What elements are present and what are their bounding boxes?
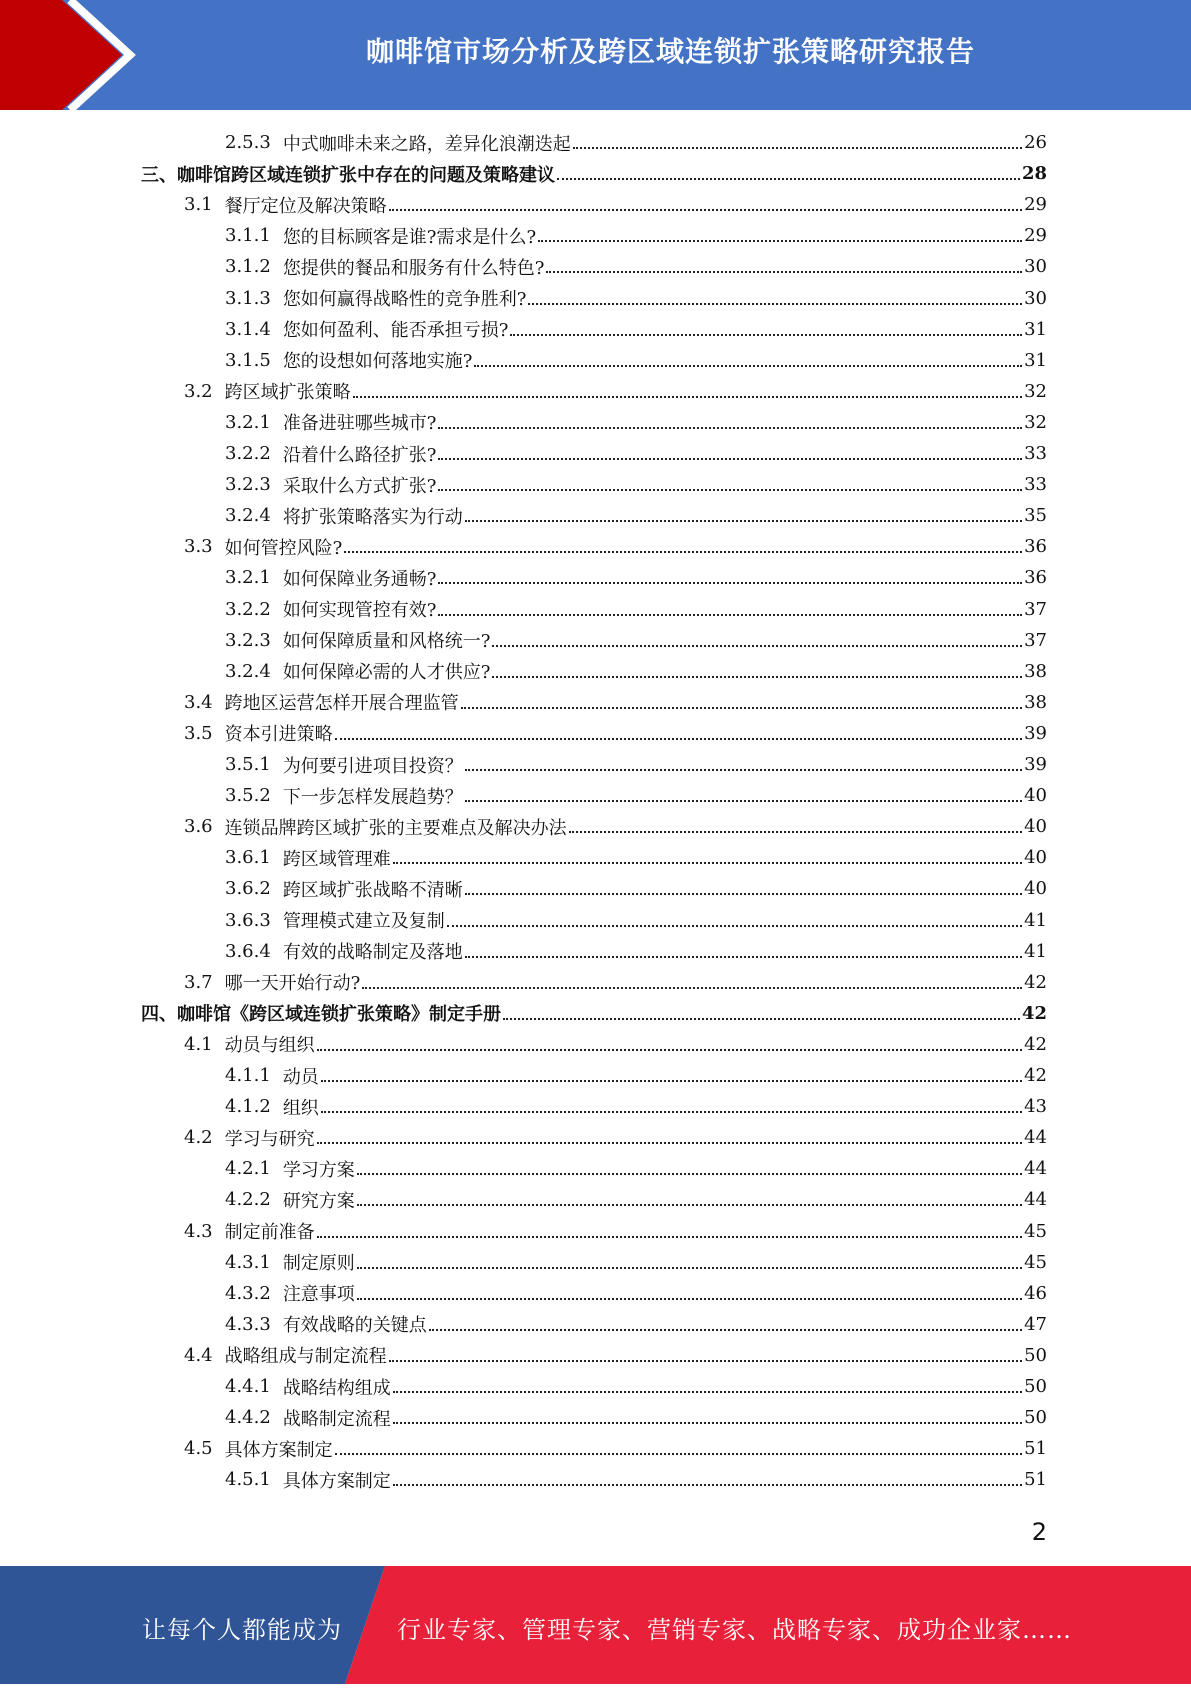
toc-dot-leader	[357, 1298, 1022, 1300]
toc-dot-leader	[335, 738, 1022, 740]
toc-entry[interactable]	[184, 967, 1047, 998]
toc-entry-title: 餐厅定位及解决策略	[224, 195, 387, 217]
toc-entry[interactable]	[225, 1060, 1047, 1091]
toc-entry-number: 3.1.3	[225, 287, 271, 309]
toc-entry-title: 具体方案制定	[282, 1470, 391, 1492]
toc-entry[interactable]	[184, 1340, 1047, 1371]
toc-entry[interactable]	[225, 873, 1047, 904]
toc-entry-title: 如何保障业务通畅?	[282, 568, 437, 590]
toc-dot-leader	[357, 1267, 1022, 1269]
toc-dot-leader	[438, 582, 1022, 584]
toc-dot-leader	[569, 831, 1022, 833]
header-arrow-decoration	[0, 0, 148, 110]
toc-entry-number: 3.5.2	[225, 785, 271, 807]
toc-entry[interactable]	[225, 127, 1047, 158]
toc-entry-title: 跨区域扩张策略	[224, 382, 351, 404]
toc-entry-number: 3.5.1	[225, 754, 271, 775]
toc-entry-title: 具体方案制定	[224, 1439, 333, 1461]
page-header	[0, 0, 1191, 110]
toc-dot-leader	[357, 1204, 1022, 1206]
toc-entry-title: 您提供的餐品和服务有什么特色?	[282, 257, 545, 279]
toc-entry-page: 46	[1024, 1282, 1047, 1304]
toc-entry-page: 42	[1024, 1065, 1047, 1086]
toc-entry-page: 44	[1024, 1158, 1047, 1180]
toc-entry[interactable]	[225, 842, 1047, 873]
toc-entry-number: 3.4	[184, 691, 213, 713]
toc-dot-leader	[538, 240, 1022, 242]
toc-entry-page: 51	[1024, 1438, 1047, 1460]
toc-entry[interactable]	[225, 500, 1047, 531]
toc-dot-leader	[465, 956, 1022, 958]
toc-entry-page: 40	[1024, 847, 1047, 869]
toc-entry-page: 33	[1024, 474, 1047, 496]
toc-entry[interactable]	[184, 718, 1047, 749]
toc-entry[interactable]	[225, 469, 1047, 500]
toc-entry-title: 战略制定流程	[282, 1408, 391, 1430]
toc-entry[interactable]	[225, 1402, 1047, 1433]
toc-entry[interactable]	[225, 1247, 1047, 1278]
toc-entry-number: 3.2.4	[225, 660, 271, 682]
toc-entry-title: 连锁品牌跨区域扩张的主要难点及解决办法	[224, 817, 567, 839]
toc-entry-title: 学习与研究	[224, 1128, 315, 1150]
toc-entry-number: 4.5.1	[225, 1469, 271, 1491]
toc-entry[interactable]	[225, 1278, 1047, 1309]
toc-entry[interactable]	[225, 438, 1047, 469]
toc-entry[interactable]	[225, 1464, 1047, 1495]
toc-dot-leader	[344, 551, 1022, 553]
toc-entry-page: 26	[1024, 132, 1047, 153]
toc-entry[interactable]	[225, 1091, 1047, 1122]
toc-entry[interactable]	[225, 1371, 1047, 1402]
toc-entry-number: 3.6.2	[225, 878, 271, 900]
toc-entry-number: 4.3.1	[225, 1251, 271, 1273]
toc-dot-leader	[317, 1049, 1022, 1051]
toc-entry-page: 36	[1024, 536, 1047, 558]
toc-entry-number: 4.2.2	[225, 1189, 271, 1211]
toc-dot-leader	[393, 1484, 1022, 1486]
toc-entry-title: 制定原则	[282, 1253, 355, 1275]
toc-entry[interactable]	[184, 376, 1047, 407]
toc-dot-leader	[492, 645, 1022, 647]
toc-entry-page: 38	[1024, 691, 1047, 713]
toc-entry[interactable]	[225, 625, 1047, 656]
toc-entry-title: 采取什么方式扩张?	[282, 475, 437, 497]
toc-entry-title: 如何保障质量和风格统一?	[282, 631, 491, 653]
toc-entry-page: 30	[1024, 287, 1047, 309]
toc-dot-leader	[465, 800, 1022, 802]
toc-entry-page: 42	[1024, 1033, 1047, 1055]
toc-entry-page: 42	[1024, 971, 1047, 993]
toc-entry-title: 动员与组织	[224, 1035, 315, 1057]
toc-entry[interactable]	[225, 749, 1047, 780]
toc-entry[interactable]	[225, 1184, 1047, 1215]
toc-entry[interactable]	[184, 1029, 1047, 1060]
toc-entry[interactable]	[225, 656, 1047, 687]
toc-entry-page: 45	[1024, 1220, 1047, 1242]
toc-entry-title: 中式咖啡未来之路，差异化浪潮迭起	[282, 133, 571, 155]
toc-dot-leader	[317, 1142, 1022, 1144]
toc-entry-title: 如何保障必需的人才供应?	[282, 662, 491, 684]
toc-entry-number: 4.2.1	[225, 1158, 271, 1180]
toc-dot-leader	[573, 147, 1022, 149]
footer-slogan-right: 行业专家、管理专家、营销专家、战略专家、成功企业家……	[397, 1616, 1072, 1644]
toc-entry[interactable]	[184, 1216, 1047, 1247]
toc-dot-leader	[317, 1236, 1022, 1238]
toc-entry-number: 3.2	[184, 380, 213, 402]
toc-entry-number: 3.5	[184, 722, 213, 744]
toc-entry-number: 4.3.3	[225, 1313, 271, 1335]
toc-entry-page: 29	[1024, 225, 1047, 247]
toc-entry[interactable]	[225, 905, 1047, 936]
toc-entry[interactable]	[184, 1122, 1047, 1153]
toc-entry-number: 3.2.3	[225, 474, 271, 496]
toc-entry[interactable]	[184, 1433, 1047, 1464]
toc-entry-page: 33	[1024, 443, 1047, 464]
toc-entry[interactable]	[141, 158, 1047, 189]
toc-entry-title: 有效战略的关键点	[282, 1315, 427, 1337]
toc-entry[interactable]	[225, 407, 1047, 438]
toc-entry-title: 制定前准备	[224, 1222, 315, 1243]
toc-entry-number: 3.7	[184, 971, 213, 993]
toc-dot-leader	[438, 427, 1022, 429]
toc-entry-page: 32	[1024, 380, 1047, 402]
toc-entry-title: 您的设想如何落地实施?	[282, 351, 473, 373]
toc-entry[interactable]	[225, 562, 1047, 593]
toc-entry[interactable]	[225, 251, 1047, 282]
toc-entry-title: 咖啡馆跨区域连锁扩张中存在的问题及策略建议	[177, 164, 555, 186]
toc-dot-leader	[510, 334, 1022, 336]
toc-entry-page: 37	[1024, 598, 1047, 620]
toc-dot-leader	[492, 676, 1022, 678]
toc-entry-number: 3.1.1	[225, 225, 271, 247]
toc-entry-page: 37	[1024, 629, 1047, 651]
toc-entry-page: 40	[1024, 816, 1047, 838]
toc-entry-number: 2.5.3	[225, 132, 271, 153]
toc-entry-title: 准备进驻哪些城市?	[282, 413, 437, 435]
toc-entry[interactable]	[225, 345, 1047, 376]
toc-dot-leader	[528, 303, 1022, 305]
toc-entry-title: 战略结构组成	[282, 1377, 391, 1399]
toc-entry-number: 三、	[141, 164, 177, 186]
toc-entry-title: 如何实现管控有效?	[282, 600, 437, 621]
toc-entry-number: 3.2.1	[225, 567, 271, 589]
toc-entry-number: 4.2	[184, 1127, 213, 1149]
toc-entry-page: 28	[1021, 163, 1047, 185]
toc-entry-title: 战略组成与制定流程	[224, 1346, 387, 1368]
toc-dot-leader	[503, 1018, 1020, 1020]
toc-entry-title: 如何管控风险?	[224, 537, 343, 559]
toc-dot-leader	[557, 178, 1020, 180]
toc-entry-number: 3.2.2	[225, 443, 271, 464]
toc-dot-leader	[465, 893, 1022, 895]
toc-entry-number: 3.2.2	[225, 598, 271, 620]
toc-entry[interactable]	[225, 1153, 1047, 1184]
toc-dot-leader	[438, 489, 1022, 491]
toc-entry[interactable]	[184, 189, 1047, 220]
toc-entry[interactable]	[141, 998, 1047, 1029]
toc-entry-title: 咖啡馆《跨区域连锁扩张策略》制定手册	[177, 1004, 501, 1026]
toc-entry-title: 下一步怎样发展趋势？	[282, 786, 463, 808]
toc-entry-title: 跨区域扩张战略不清晰	[282, 879, 463, 901]
toc-entry-page: 32	[1024, 411, 1047, 433]
toc-dot-leader	[393, 1391, 1022, 1393]
toc-entry-page: 51	[1024, 1469, 1047, 1491]
toc-dot-leader	[429, 1329, 1022, 1331]
toc-entry-page: 36	[1024, 567, 1047, 589]
toc-entry-number: 3.1.2	[225, 256, 271, 278]
toc-entry-title: 跨地区运营怎样开展合理监管	[224, 693, 459, 715]
toc-entry-number: 3.1.4	[225, 318, 271, 340]
toc-dot-leader	[321, 1080, 1022, 1082]
page-number: 2	[1031, 1518, 1047, 1546]
toc-entry-title: 注意事项	[282, 1284, 355, 1306]
toc-dot-leader	[461, 707, 1022, 709]
toc-entry-number: 3.6.4	[225, 940, 271, 962]
toc-entry-page: 44	[1024, 1127, 1047, 1149]
report-title: 咖啡馆市场分析及跨区域连锁扩张策略研究报告	[365, 35, 975, 68]
toc-entry[interactable]	[225, 283, 1047, 314]
toc-entry-page: 29	[1024, 194, 1047, 216]
toc-entry-title: 您的目标顾客是谁?需求是什么?	[282, 226, 537, 248]
toc-dot-leader	[357, 1173, 1022, 1175]
toc-entry-number: 3.2.3	[225, 629, 271, 651]
toc-entry[interactable]	[225, 594, 1047, 625]
toc-entry-title: 组织	[282, 1097, 319, 1119]
toc-entry-page: 44	[1024, 1189, 1047, 1211]
toc-entry-page: 39	[1024, 722, 1047, 744]
toc-entry[interactable]	[225, 314, 1047, 345]
toc-entry-title: 动员	[282, 1066, 319, 1088]
toc-dot-leader	[353, 396, 1022, 398]
toc-entry-title: 研究方案	[282, 1190, 355, 1212]
toc-dot-leader	[438, 614, 1022, 616]
toc-entry-number: 4.1.2	[225, 1096, 271, 1118]
toc-entry-page: 41	[1024, 909, 1047, 931]
toc-entry-number: 3.2.1	[225, 411, 271, 433]
toc-entry-title: 跨区域管理难	[282, 848, 391, 870]
toc-entry-page: 35	[1024, 505, 1047, 527]
toc-entry-page: 50	[1024, 1344, 1047, 1366]
toc-entry-number: 3.3	[184, 536, 213, 558]
toc-entry-page: 31	[1024, 349, 1047, 371]
toc-dot-leader	[389, 209, 1022, 211]
toc-dot-leader	[474, 365, 1022, 367]
toc-entry-title: 您如何赢得战略性的竞争胜利?	[282, 289, 527, 310]
toc-dot-leader	[447, 925, 1022, 927]
toc-dot-leader	[438, 458, 1022, 460]
toc-entry[interactable]	[184, 531, 1047, 562]
toc-entry-number: 4.3	[184, 1220, 213, 1242]
toc-entry-page: 42	[1021, 1002, 1047, 1024]
toc-entry-number: 3.6	[184, 816, 213, 838]
toc-dot-leader	[321, 1111, 1022, 1113]
toc-dot-leader	[335, 1453, 1022, 1455]
toc-entry-page: 43	[1024, 1096, 1047, 1118]
toc-entry-number: 3.1	[184, 194, 213, 216]
toc-dot-leader	[393, 862, 1022, 864]
toc-entry-page: 40	[1024, 878, 1047, 900]
toc-entry-page: 31	[1024, 318, 1047, 340]
toc-entry-title: 资本引进策略	[224, 724, 333, 746]
toc-entry[interactable]	[184, 811, 1047, 842]
toc-entry[interactable]	[184, 687, 1047, 718]
footer-slogan-left: 让每个人都能成为	[142, 1616, 342, 1644]
toc-entry-number: 3.2.4	[225, 505, 271, 527]
toc-entry-title: 哪一天开始行动?	[224, 973, 361, 995]
toc-entry-number: 4.5	[184, 1438, 213, 1460]
toc-dot-leader	[389, 1360, 1022, 1362]
toc-dot-leader	[393, 1422, 1022, 1424]
toc-entry-page: 50	[1024, 1407, 1047, 1429]
toc-entry-number: 4.4.2	[225, 1407, 271, 1429]
toc-entry[interactable]	[225, 936, 1047, 967]
toc-entry-number: 3.1.5	[225, 349, 271, 371]
toc-dot-leader	[465, 520, 1022, 522]
toc-entry-page: 50	[1024, 1376, 1047, 1397]
toc-entry-page: 39	[1024, 754, 1047, 775]
toc-entry-page: 41	[1024, 940, 1047, 962]
toc-dot-leader	[546, 271, 1022, 273]
toc-entry-title: 为何要引进项目投资？	[282, 755, 463, 777]
toc-entry[interactable]	[225, 1309, 1047, 1340]
toc-entry-number: 4.4.1	[225, 1376, 271, 1397]
toc-dot-leader	[465, 769, 1022, 771]
toc-entry-number: 四、	[141, 1004, 177, 1026]
toc-entry-page: 47	[1024, 1313, 1047, 1335]
toc-entry-number: 4.1	[184, 1033, 213, 1055]
toc-entry-title: 您如何盈利、能否承担亏损?	[282, 320, 509, 342]
toc-entry-page: 30	[1024, 256, 1047, 278]
toc-entry-number: 4.4	[184, 1344, 213, 1366]
toc-entry-title: 学习方案	[282, 1159, 355, 1181]
toc-entry-title: 将扩张策略落实为行动	[282, 506, 463, 528]
toc-entry-page: 40	[1024, 785, 1047, 807]
toc-entry-title: 管理模式建立及复制	[282, 911, 445, 932]
toc-entry-page: 38	[1024, 660, 1047, 682]
toc-entry-page: 45	[1024, 1251, 1047, 1273]
toc-dot-leader	[362, 987, 1022, 989]
toc-entry-number: 3.6.3	[225, 909, 271, 931]
toc-entry[interactable]	[225, 220, 1047, 251]
toc-entry-title: 有效的战略制定及落地	[282, 942, 463, 964]
toc-entry[interactable]	[225, 780, 1047, 811]
toc-entry-number: 3.6.1	[225, 847, 271, 869]
toc-entry-number: 4.3.2	[225, 1282, 271, 1304]
toc-entry-number: 4.1.1	[225, 1065, 271, 1086]
toc-entry-title: 沿着什么路径扩张?	[282, 444, 437, 466]
